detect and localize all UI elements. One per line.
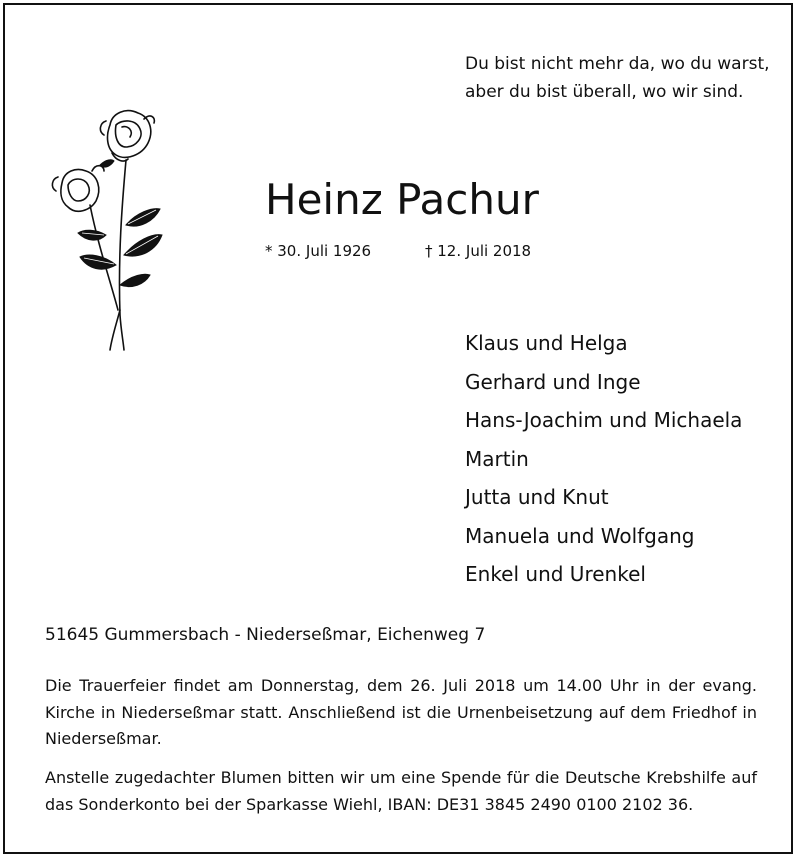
memorial-quote xyxy=(465,50,770,106)
funeral-info: Die Trauerfeier findet am Donnerstag, dem 26. Juli 2018 um 14.00 Uhr in der evang. Kirche in Niederseßmar statt. Anschließend ist die Urnenbeisetzung auf dem Friedhof in Niederseßmar. xyxy=(45,676,757,748)
mourners-list xyxy=(465,324,742,594)
quote-line-1: Du bist nicht mehr da, wo du warst, xyxy=(465,54,770,74)
rose-illustration-icon xyxy=(40,105,170,355)
deceased-name: Heinz Pachur xyxy=(265,175,539,224)
donation-info: Anstelle zugedachter Blumen bitten wir um eine Spende für die Deutsche Krebshilfe auf das Sonderkonto bei der Sparkasse Wiehl, IBAN: DE31 3845 2490 0100 2102 36. xyxy=(45,768,757,814)
mourner-item: Martin xyxy=(465,446,529,471)
mourner-item: Manuela und Wolfgang xyxy=(465,523,695,548)
family-address: 51645 Gummersbach - Niederseßmar, Eichenweg 7 xyxy=(45,625,486,645)
mourner-item: Klaus und Helga xyxy=(465,331,628,355)
death-date: † 12. Juli 2018 xyxy=(425,242,532,260)
quote-line-2: aber du bist überall, wo wir sind. xyxy=(465,82,744,102)
birth-date: * 30. Juli 1926 xyxy=(265,242,372,260)
mourner-item: Gerhard und Inge xyxy=(465,369,641,394)
mourner-item: Enkel und Urenkel xyxy=(465,562,646,586)
mourner-item: Jutta und Knut xyxy=(465,485,609,509)
mourner-item: Hans-Joachim und Michaela xyxy=(465,408,743,432)
